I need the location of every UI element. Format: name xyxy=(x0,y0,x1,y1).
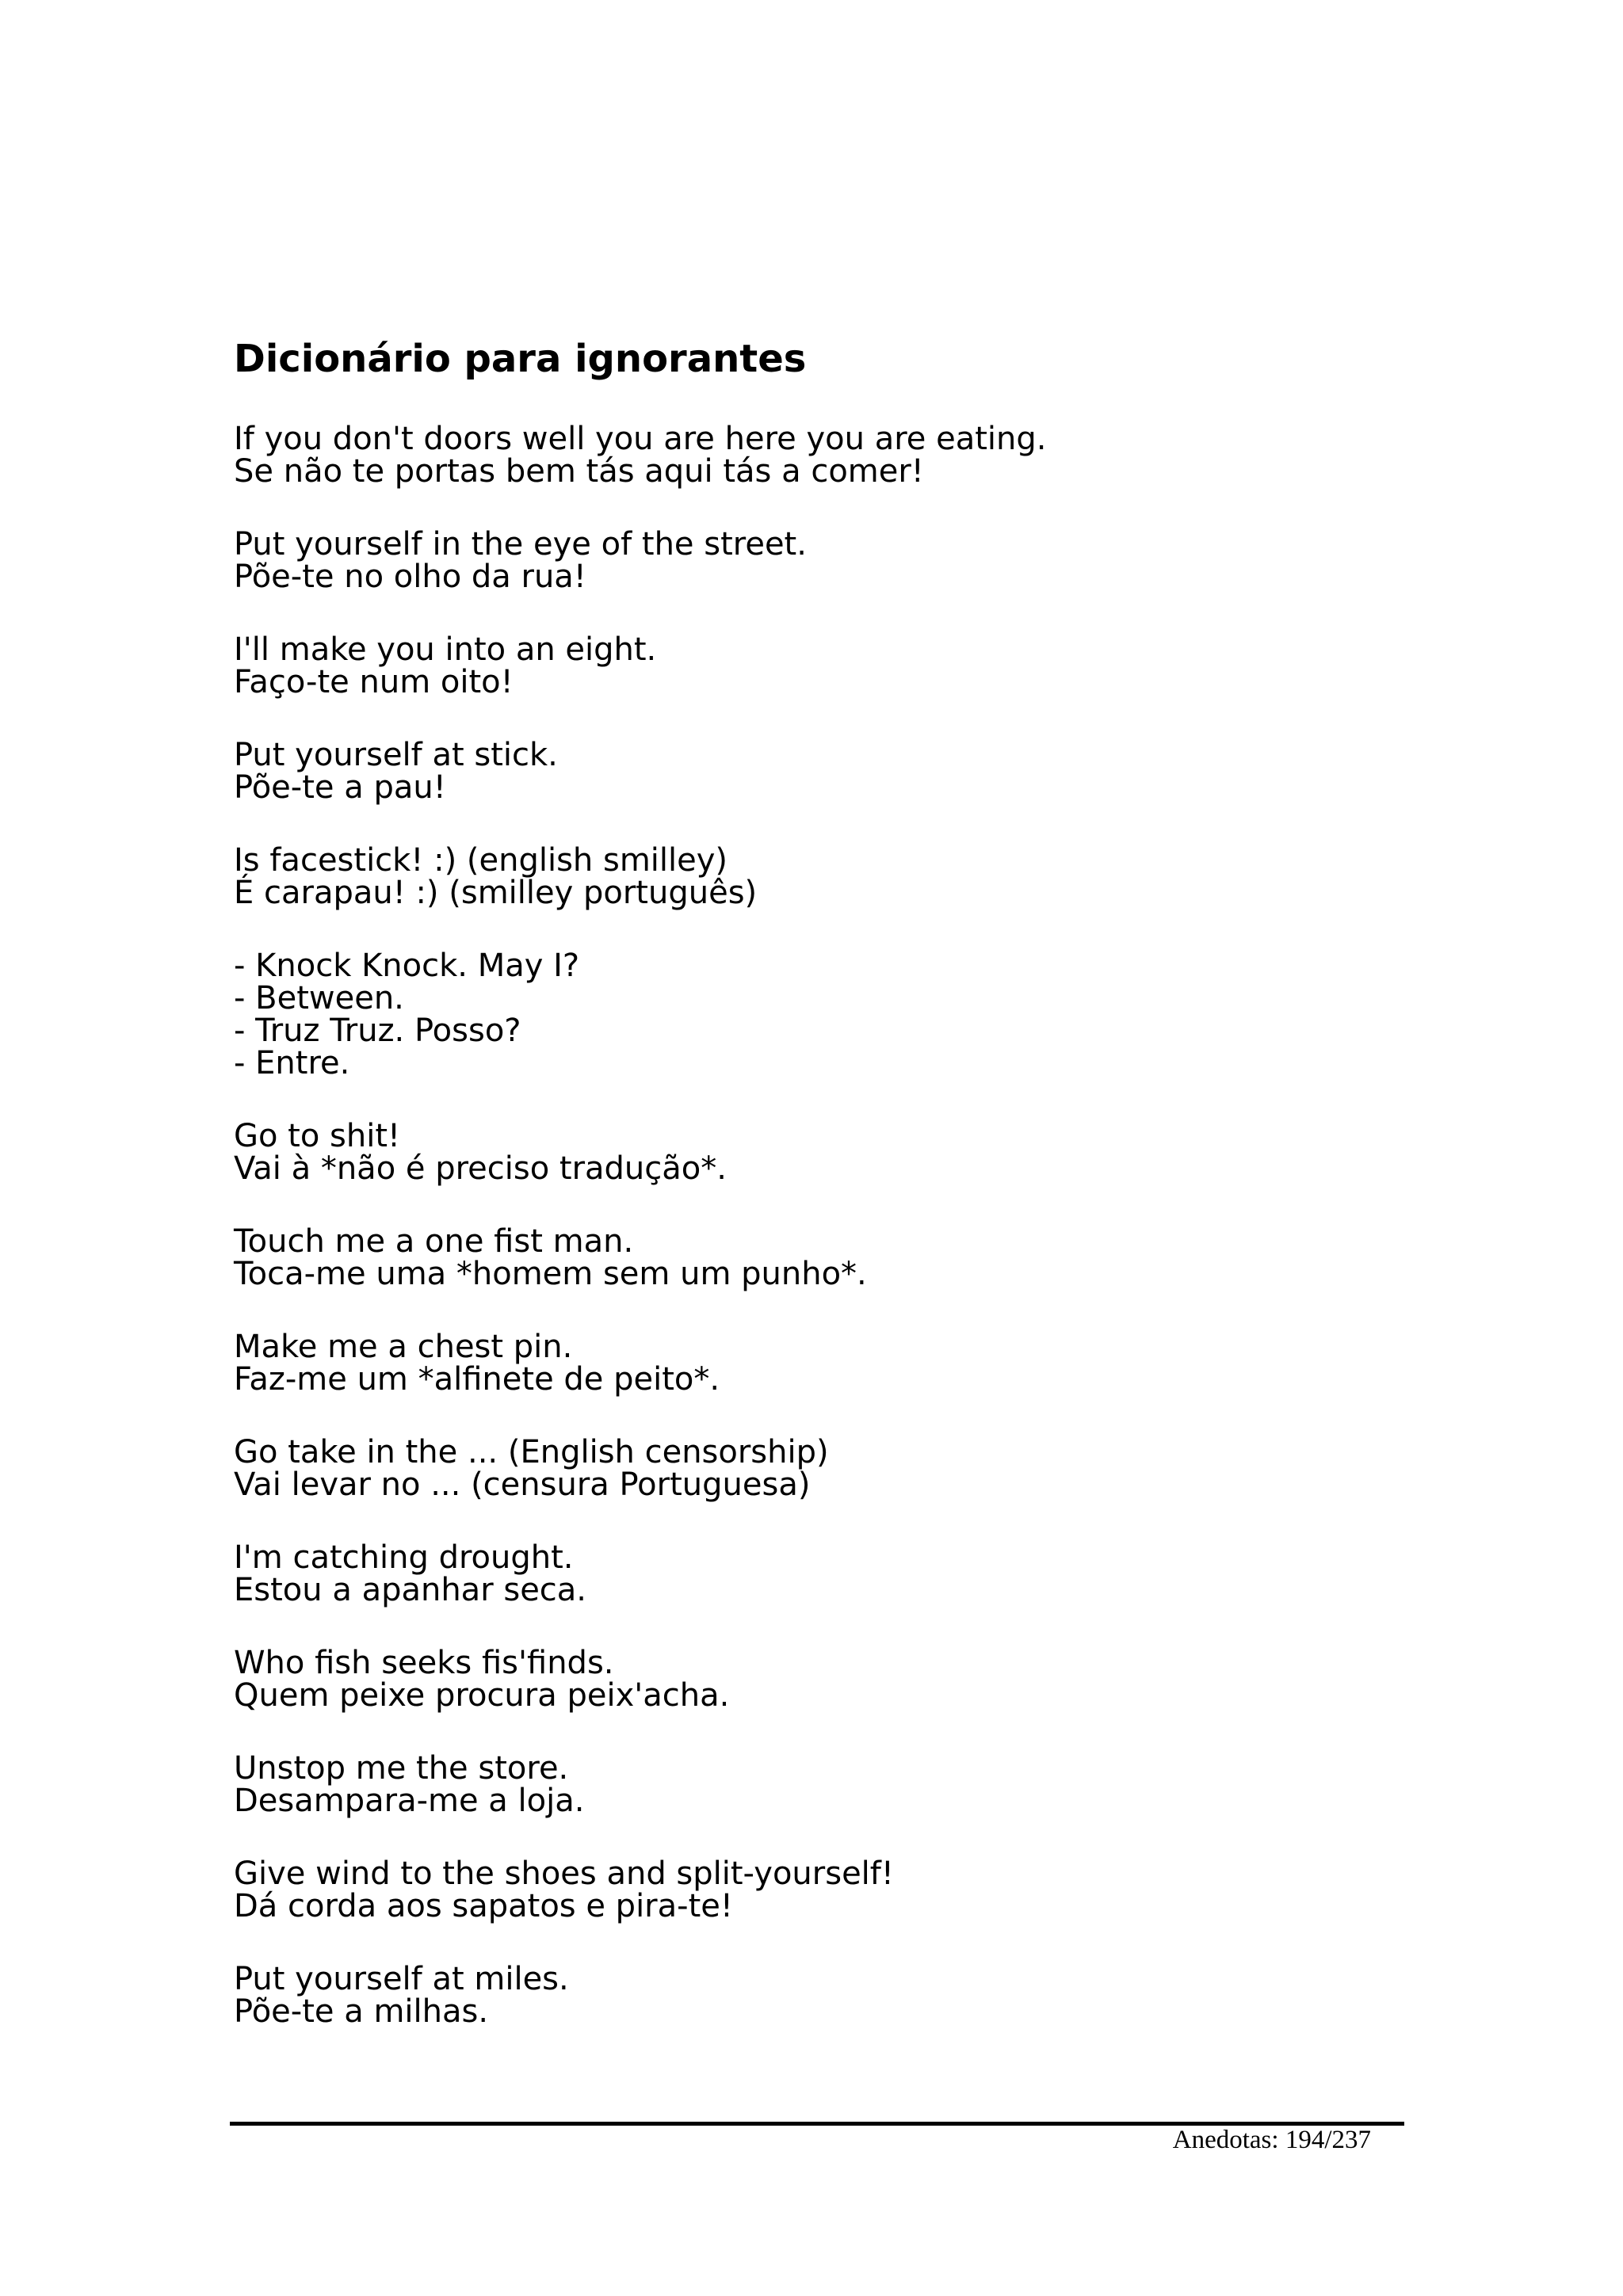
entry-line: If you don't doors well you are here you are eating. xyxy=(234,421,1047,457)
entry-line: É carapau! :) (smilley português) xyxy=(234,875,758,911)
entry-line: Give wind to the shoes and split-yourself! xyxy=(234,1855,894,1892)
entry-line: Quem peixe procura peix'acha. xyxy=(234,1677,730,1714)
entry-line: Desampara-me a loja. xyxy=(234,1783,585,1819)
entry-line: - Knock Knock. May I? xyxy=(234,948,580,984)
entry-5 xyxy=(234,842,1391,911)
entry-15 xyxy=(234,1963,1391,2028)
entry-line: Put yourself in the eye of the street. xyxy=(234,526,807,563)
entry-line: Estou a apanhar seca. xyxy=(234,1572,587,1608)
entry-line: Is facestick! :) (english smilley) xyxy=(234,842,728,879)
entry-line: I'll make you into an eight. xyxy=(234,631,657,668)
entry-line: Põe-te no olho da rua! xyxy=(234,559,586,595)
entry-list xyxy=(234,423,1391,2069)
entry-7 xyxy=(234,1120,1391,1185)
entry-14 xyxy=(234,1855,1391,1924)
page-number: Anedotas: 194/237 xyxy=(1172,2126,1371,2154)
entry-line: Who fish seeks fis'finds. xyxy=(234,1645,614,1681)
entry-3 xyxy=(234,631,1391,700)
entry-13 xyxy=(234,1750,1391,1819)
entry-line: Faz-me um *alfinete de peito*. xyxy=(234,1361,720,1398)
entry-1 xyxy=(234,423,1391,488)
entry-line: Put yourself at stick. xyxy=(234,737,558,773)
entry-line: Se não te portas bem tás aqui tás a comer! xyxy=(234,453,924,490)
entry-line: Unstop me the store. xyxy=(234,1750,569,1787)
entry-line: Faço-te num oito! xyxy=(234,664,514,700)
entry-6 xyxy=(234,950,1391,1080)
entry-line: Go to shit! xyxy=(234,1118,401,1154)
entry-line: Vai à *não é preciso tradução*. xyxy=(234,1150,727,1187)
entry-10 xyxy=(234,1436,1391,1501)
entry-line: - Entre. xyxy=(234,1045,350,1081)
entry-4 xyxy=(234,739,1391,804)
entry-8 xyxy=(234,1223,1391,1292)
entry-2 xyxy=(234,528,1391,593)
entry-line: Touch me a one fist man. xyxy=(234,1223,634,1260)
entry-line: I'm catching drought. xyxy=(234,1539,574,1576)
entry-line: Vai levar no ... (censura Portuguesa) xyxy=(234,1466,811,1503)
entry-line: - Between. xyxy=(234,980,404,1016)
entry-line: Make me a chest pin. xyxy=(234,1329,573,1365)
entry-line: Põe-te a milhas. xyxy=(234,1993,489,2030)
entry-line: Toca-me uma *homem sem um punho*. xyxy=(234,1256,867,1292)
entry-12 xyxy=(234,1647,1391,1712)
entry-line: Põe-te a pau! xyxy=(234,769,446,806)
entry-line: - Truz Truz. Posso? xyxy=(234,1013,521,1049)
entry-11 xyxy=(234,1539,1391,1608)
entry-line: Put yourself at miles. xyxy=(234,1961,569,1997)
page-title: Dicionário para ignorantes xyxy=(234,337,807,381)
entry-line: Go take in the ... (English censorship) xyxy=(234,1434,829,1470)
entry-line: Dá corda aos sapatos e pira-te! xyxy=(234,1888,733,1924)
entry-9 xyxy=(234,1331,1391,1396)
